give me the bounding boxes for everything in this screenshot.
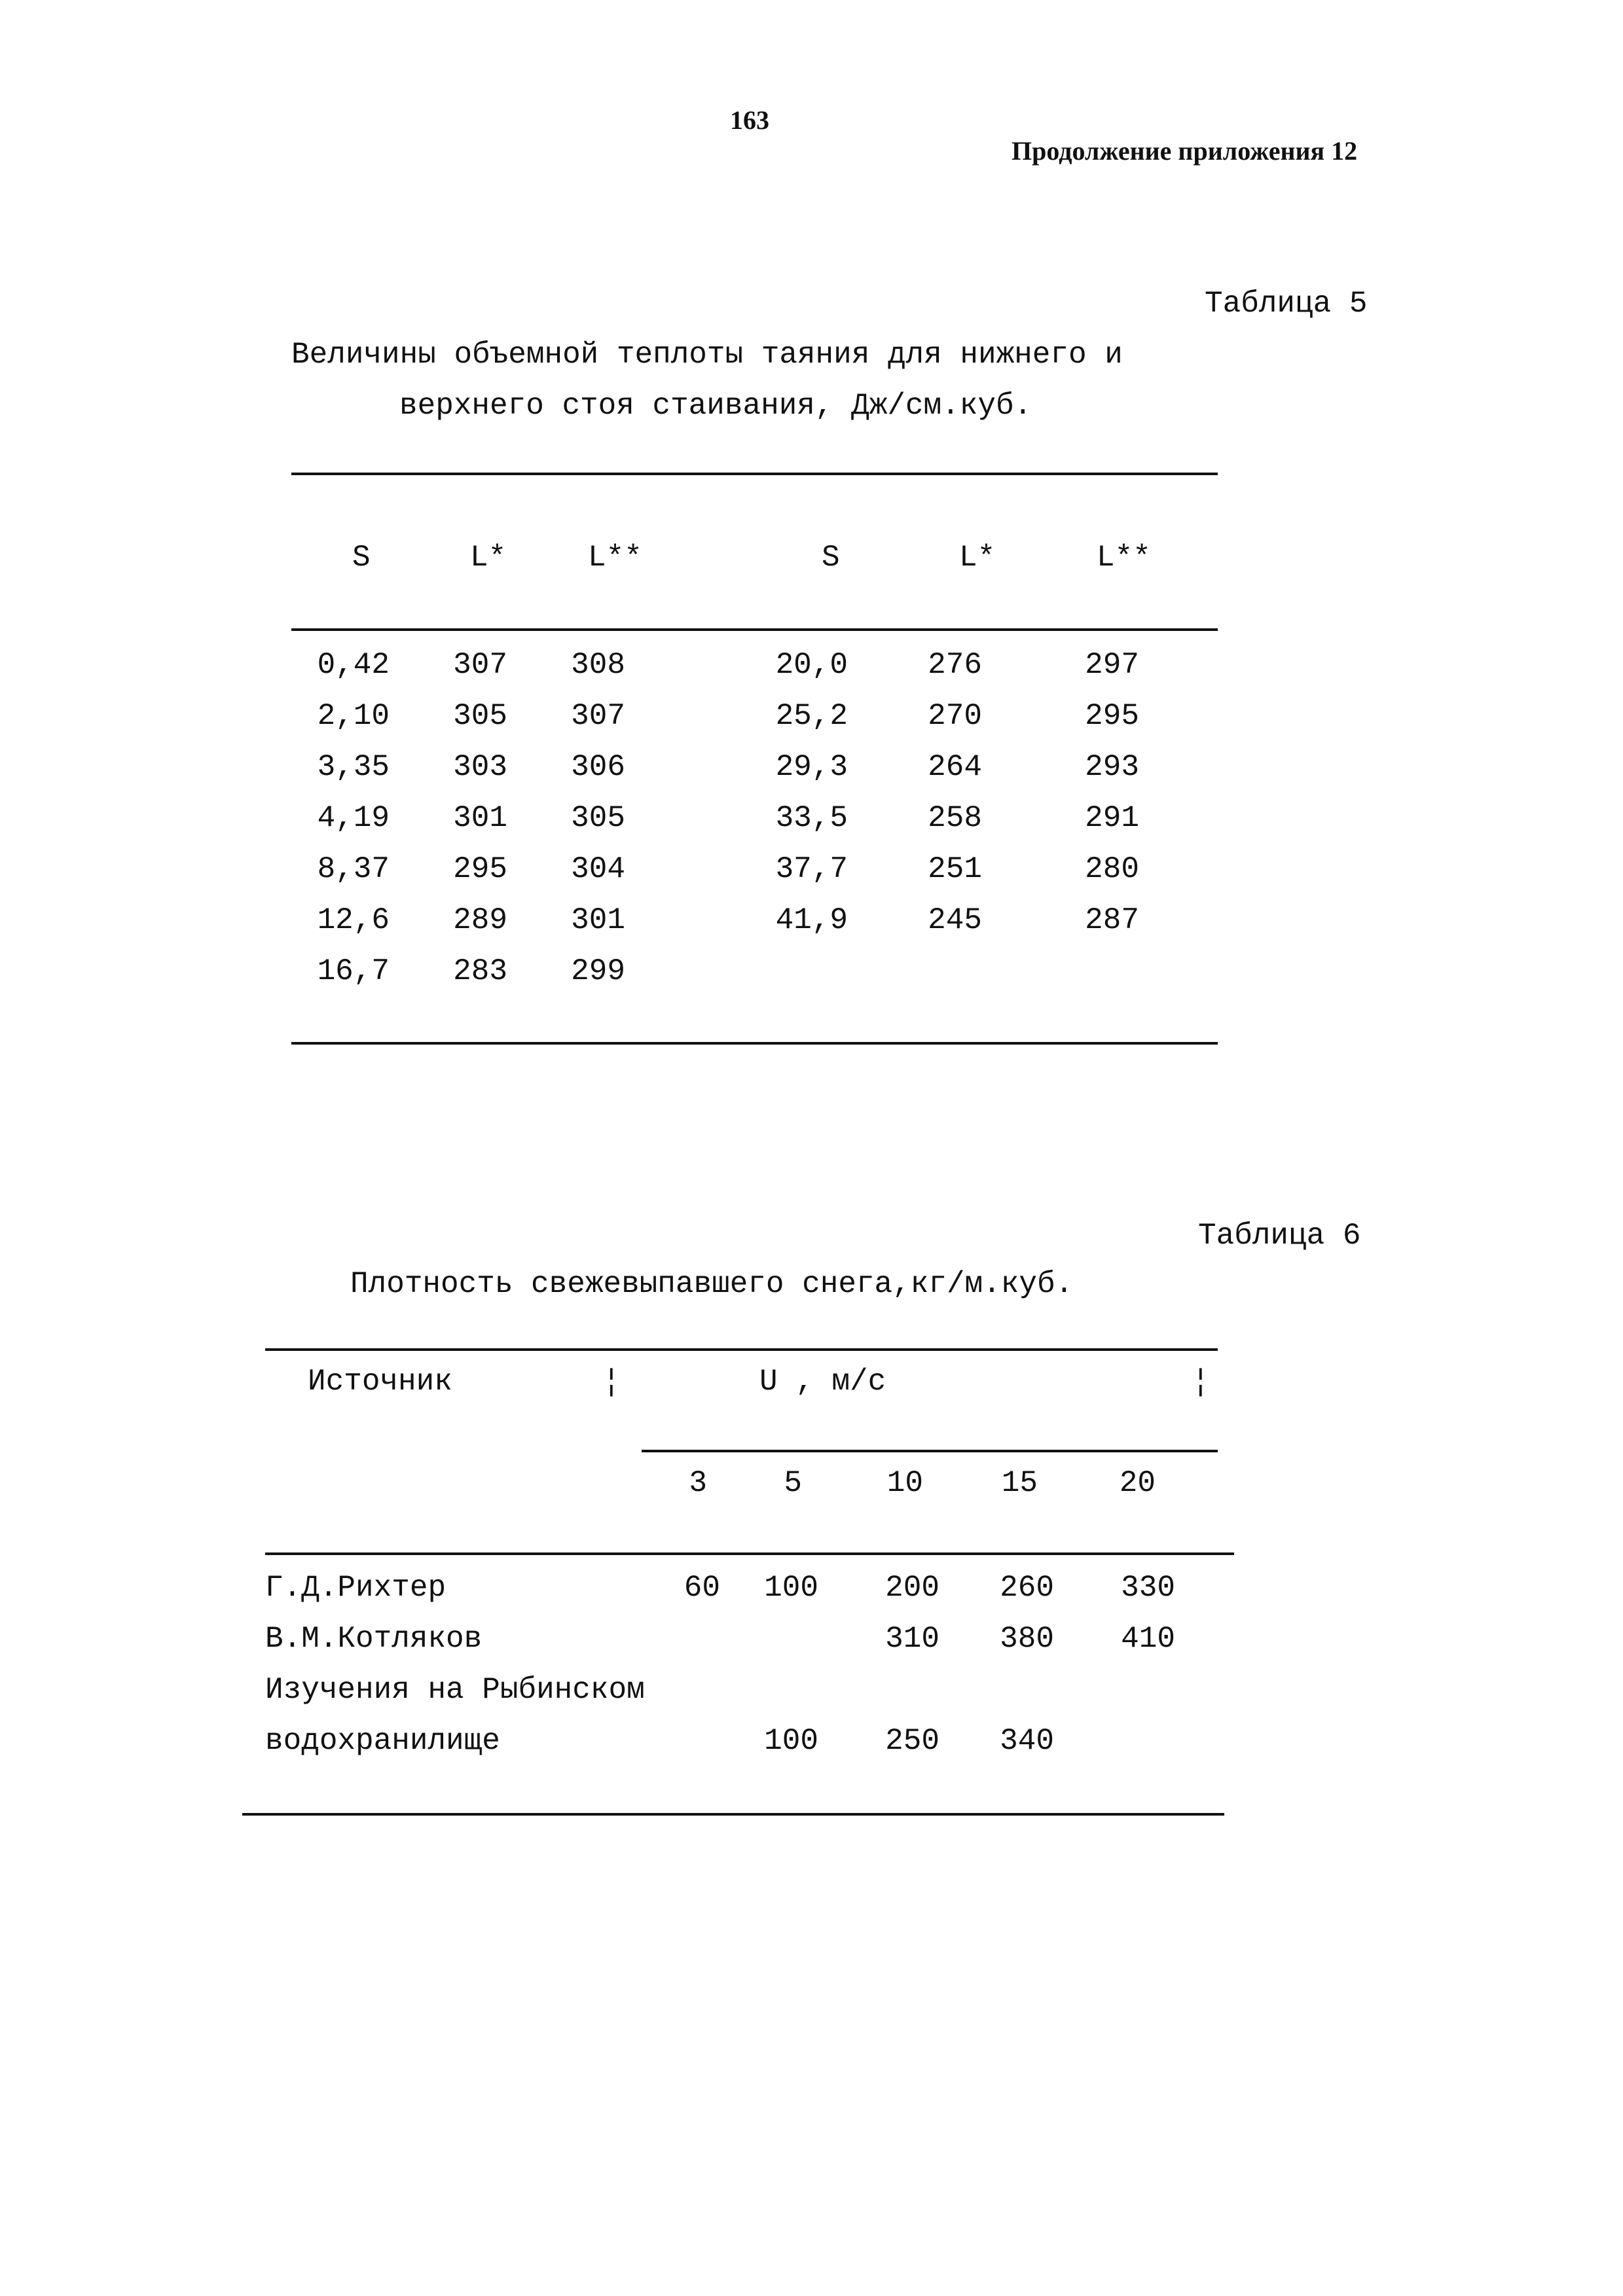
table5-cell: 303 (453, 750, 507, 784)
table5-cell: 270 (928, 699, 982, 733)
table5-cell: 295 (1085, 699, 1139, 733)
table5-header-s-right: S (822, 541, 840, 575)
table6-source-cell: Г.Д.Рихтер (265, 1571, 447, 1605)
table5-cell: 29,3 (775, 750, 848, 784)
table5-cell: 0,42 (317, 648, 390, 682)
table5-header-lstar-right: L* (959, 541, 996, 575)
table6-header-separator-right: ¦ (1192, 1365, 1210, 1399)
table5-cell: 258 (928, 801, 982, 835)
table6-cell: 100 (764, 1724, 818, 1758)
table5-header-rule (291, 628, 1218, 631)
table6-speed-label: 20 (1119, 1466, 1156, 1500)
table5-cell: 276 (928, 648, 982, 682)
table6-cell: 100 (764, 1571, 818, 1605)
table5-label: Таблица 5 (1205, 287, 1368, 321)
table5-cell: 293 (1085, 750, 1139, 784)
table6-cell: 380 (1000, 1622, 1054, 1656)
table6-source-cell: Изучения на Рыбинском (265, 1673, 645, 1707)
table6-cell: 260 (1000, 1571, 1054, 1605)
table5-cell: 307 (453, 648, 507, 682)
table5-header-lstarstar-right: L** (1097, 541, 1151, 575)
table5-cell: 291 (1085, 801, 1139, 835)
table5-cell: 37,7 (775, 852, 848, 886)
table6-header-separator-left: ¦ (602, 1365, 621, 1399)
table5-cell: 2,10 (317, 699, 390, 733)
table5-cell: 301 (453, 801, 507, 835)
table6-cell: 330 (1121, 1571, 1175, 1605)
table5-cell: 245 (928, 903, 982, 937)
table5-cell: 299 (571, 954, 625, 988)
table5-header-lstarstar-left: L** (588, 541, 642, 575)
table5-cell: 297 (1085, 648, 1139, 682)
table5-cell: 287 (1085, 903, 1139, 937)
table5-cell: 4,19 (317, 801, 390, 835)
table5-bottom-rule (291, 1042, 1218, 1045)
table5-cell: 304 (571, 852, 625, 886)
table5-title-line1: Величины объемной теплоты таяния для нижнего и (291, 338, 1123, 372)
table5-top-rule (291, 473, 1218, 475)
table5-cell: 280 (1085, 852, 1139, 886)
table6-speed-label: 10 (886, 1466, 923, 1500)
page-number: 163 (730, 105, 769, 135)
table5-title-line2: верхнего стоя стаивания, Дж/см.куб. (399, 389, 1032, 423)
table5-cell: 16,7 (317, 954, 390, 988)
table6-label: Таблица 6 (1198, 1219, 1361, 1253)
table5-cell: 41,9 (775, 903, 848, 937)
table5-cell: 306 (571, 750, 625, 784)
table6-header-rule (265, 1552, 1234, 1555)
table6-cell: 200 (885, 1571, 939, 1605)
table6-cell: 410 (1121, 1622, 1175, 1656)
table5-cell: 305 (453, 699, 507, 733)
table5-cell: 3,35 (317, 750, 390, 784)
table6-speed-label: 5 (784, 1466, 802, 1500)
table5-cell: 264 (928, 750, 982, 784)
table5-cell: 283 (453, 954, 507, 988)
table6-source-cell: водохранилище (265, 1724, 500, 1758)
table6-title: Плотность свежевыпавшего снега,кг/м.куб. (350, 1267, 1074, 1301)
table5-cell: 8,37 (317, 852, 390, 886)
table5-cell: 12,6 (317, 903, 390, 937)
table6-bottom-rule (242, 1813, 1224, 1816)
table6-header-source: Источник (308, 1365, 452, 1399)
table5-cell: 33,5 (775, 801, 848, 835)
table6-header-speed: U , м/с (759, 1365, 886, 1399)
table5-cell: 305 (571, 801, 625, 835)
table5-cell: 308 (571, 648, 625, 682)
table5-header-s-left: S (352, 541, 371, 575)
table5-cell: 251 (928, 852, 982, 886)
table5-header-lstar-left: L* (470, 541, 507, 575)
continuation-note: Продолжение приложения 12 (1012, 136, 1358, 166)
table5-cell: 289 (453, 903, 507, 937)
table6-cell: 250 (885, 1724, 939, 1758)
table6-top-rule (265, 1348, 1218, 1351)
table5-cell: 20,0 (775, 648, 848, 682)
table5-cell: 25,2 (775, 699, 848, 733)
table6-cell: 310 (885, 1622, 939, 1656)
table6-speed-rule (642, 1450, 1218, 1452)
table6-speed-label: 15 (1001, 1466, 1038, 1500)
table6-cell: 60 (684, 1571, 720, 1605)
table5-cell: 301 (571, 903, 625, 937)
table6-cell: 340 (1000, 1724, 1054, 1758)
table6-speed-label: 3 (689, 1466, 707, 1500)
table5-cell: 295 (453, 852, 507, 886)
table5-cell: 307 (571, 699, 625, 733)
table6-source-cell: В.М.Котляков (265, 1622, 483, 1656)
